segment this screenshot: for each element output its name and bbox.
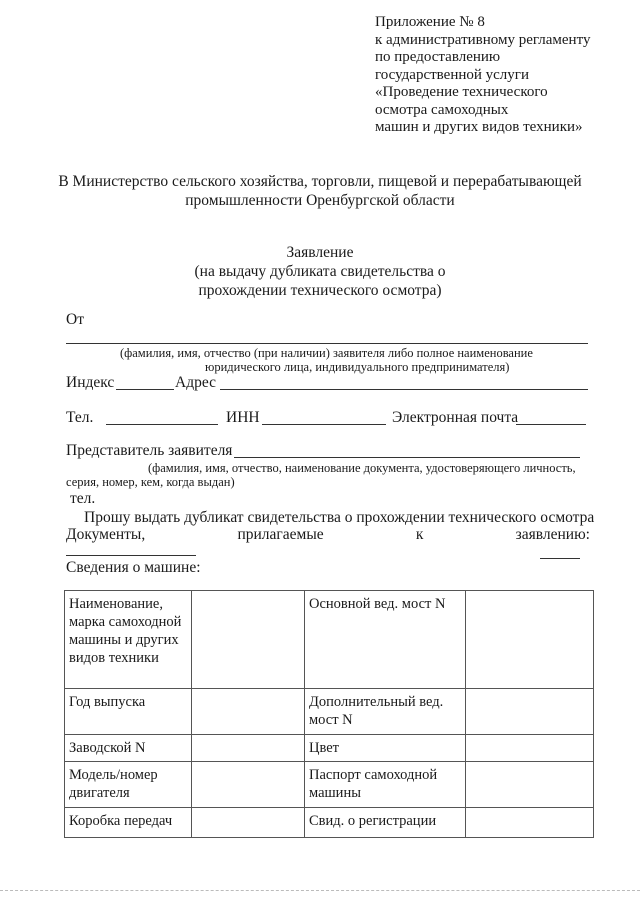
table-cell-value[interactable] — [192, 808, 305, 838]
table-cell-value[interactable] — [192, 762, 305, 808]
appendix-line: «Проведение технического — [375, 84, 548, 100]
table-row — [65, 735, 594, 762]
from-hint: юридического лица, индивидуального предпринимателя) — [205, 360, 510, 374]
addressee — [0, 172, 640, 210]
table-cell-value[interactable] — [466, 735, 594, 762]
phone-label: Тел. — [66, 409, 94, 426]
document-title — [0, 243, 640, 300]
table-row — [65, 762, 594, 808]
table-cell-label: Модель/номер двигателя — [65, 762, 192, 808]
representative-field-line[interactable] — [234, 457, 580, 458]
representative-label: Представитель заявителя — [66, 442, 233, 459]
table-row — [65, 591, 594, 689]
page-bottom-divider — [0, 890, 640, 891]
appendix-header — [375, 14, 590, 137]
documents-line — [66, 526, 590, 544]
appendix-line: по предоставлению — [375, 49, 501, 65]
documents-word: заявлению: — [515, 526, 590, 543]
table-cell-value[interactable] — [466, 689, 594, 735]
index-field-line[interactable] — [116, 389, 174, 390]
email-field-line[interactable] — [516, 424, 586, 425]
table-cell-label: Свид. о регистрации — [305, 808, 466, 838]
inn-field-line[interactable] — [262, 424, 386, 425]
from-label: От — [66, 311, 84, 328]
representative-hint: (фамилия, имя, отчество, наименование документа, удостоверяющего личность, — [148, 461, 576, 475]
table-cell-label: Коробка передач — [65, 808, 192, 838]
appendix-line: Приложение № 8 — [375, 14, 485, 30]
table-cell-value[interactable] — [466, 591, 594, 689]
table-cell-value[interactable] — [192, 689, 305, 735]
documents-word: прилагаемые — [237, 526, 324, 543]
documents-word: к — [415, 526, 424, 543]
table-cell-label: Год выпуска — [65, 689, 192, 735]
appendix-line: к административному регламенту — [375, 31, 591, 48]
representative-phone-label: тел. — [70, 490, 96, 507]
phone-field-line[interactable] — [106, 424, 218, 425]
table-cell-value[interactable] — [466, 808, 594, 838]
table-cell-label: Паспорт самоходной машины — [305, 762, 466, 808]
representative-hint: серия, номер, кем, когда выдан) — [66, 475, 235, 489]
address-field-line[interactable] — [220, 389, 588, 390]
addressee-line: промышленности Оренбургской области — [185, 192, 455, 209]
machine-label: Сведения о машине: — [66, 559, 201, 576]
inn-label: ИНН — [226, 409, 260, 426]
table-row — [65, 689, 594, 735]
appendix-line: государственной услуги — [375, 66, 529, 83]
from-field-line[interactable] — [66, 343, 588, 344]
request-text: Прошу выдать дубликат свидетельства о прохождении технического осмотра — [84, 509, 595, 526]
table-cell-value[interactable] — [192, 735, 305, 762]
documents-field-line[interactable] — [66, 555, 196, 556]
table-row — [65, 808, 594, 838]
table-cell-label: Основной вед. мост N — [305, 591, 466, 689]
appendix-line: осмотра самоходных — [375, 101, 509, 118]
table-cell-label: Цвет — [305, 735, 466, 762]
table-cell-label: Наименование, марка самоходной машины и других видов техники — [65, 591, 192, 689]
from-hint: (фамилия, имя, отчество (при наличии) заявителя либо полное наименование — [120, 346, 533, 360]
table-cell-label: Дополнительный вед. мост N — [305, 689, 466, 735]
title-line: прохождении технического осмотра) — [198, 282, 442, 299]
documents-field-line-end[interactable] — [540, 558, 580, 559]
table-cell-label: Заводской N — [65, 735, 192, 762]
email-label: Электронная почта — [392, 409, 519, 426]
title-line: (на выдачу дубликата свидетельства о — [194, 263, 446, 280]
table-cell-value[interactable] — [466, 762, 594, 808]
title-line: Заявление — [286, 244, 354, 261]
table-cell-value[interactable] — [192, 591, 305, 689]
documents-word: Документы, — [66, 526, 146, 543]
appendix-line: машин и других видов техники» — [375, 119, 583, 135]
machine-table — [64, 590, 594, 838]
index-label: Индекс — [66, 374, 115, 391]
address-label: Адрес — [175, 374, 216, 391]
addressee-line: В Министерство сельского хозяйства, торговли, пищевой и перерабатывающей — [58, 173, 582, 190]
